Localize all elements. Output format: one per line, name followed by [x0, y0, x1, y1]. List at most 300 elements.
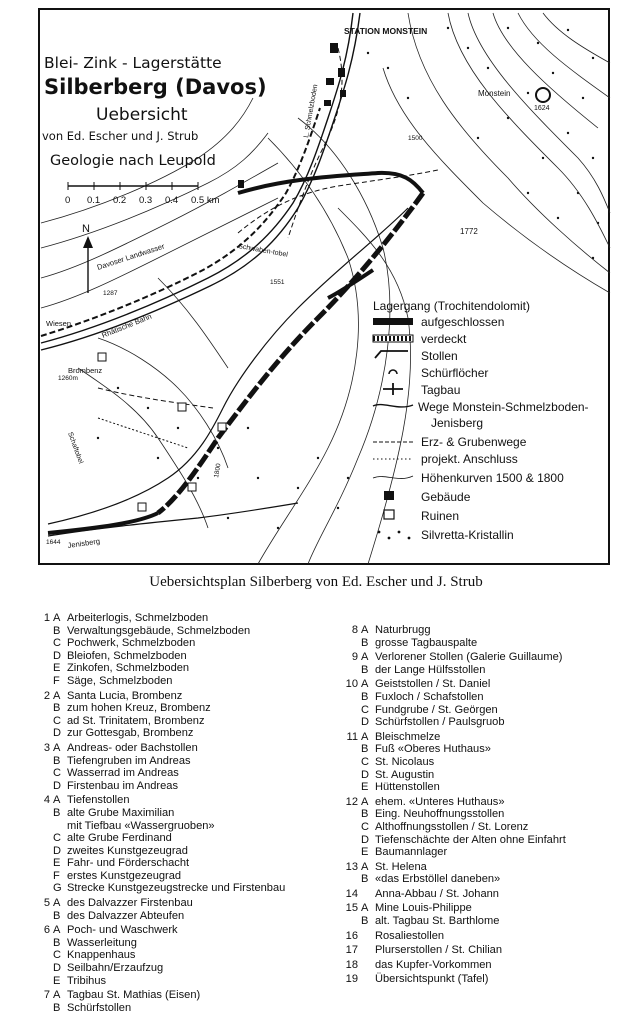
- map-title-line4: von Ed. Escher und J. Strub: [42, 129, 199, 143]
- key-entry: [34, 910, 334, 923]
- key-entry: [342, 808, 632, 821]
- key-description: des Dalvazzer Firstenbau: [67, 897, 193, 910]
- key-letter: B: [53, 1001, 61, 1014]
- label-elev-1287: 1287: [103, 290, 118, 297]
- key-entry: [34, 625, 334, 638]
- map-title-line3: Uebersicht: [96, 105, 188, 125]
- north-label: N: [82, 223, 90, 235]
- key-group-5: [34, 897, 334, 922]
- key-entry: [34, 820, 334, 833]
- key-description: Fundgrube / St. Geörgen: [375, 703, 498, 716]
- key-entry: [342, 861, 632, 874]
- key-entry: [342, 781, 632, 794]
- key-entry: [34, 807, 334, 820]
- key-letter: C: [361, 703, 370, 716]
- key-description: Firstenbau im Andreas: [67, 779, 178, 792]
- key-letter: [361, 930, 375, 943]
- key-letter: C: [53, 832, 62, 845]
- key-entry: [34, 832, 334, 845]
- building-1d: [340, 90, 346, 97]
- label-elev-1624: 1624: [534, 105, 550, 112]
- key-letter: [361, 944, 375, 957]
- key-number: 17: [345, 944, 358, 957]
- key-letter: A: [53, 897, 61, 910]
- key-description: Übersichtspunkt (Tafel): [375, 973, 489, 986]
- key-description: Säge, Schmelzboden: [67, 674, 173, 687]
- key-entry: [34, 857, 334, 870]
- key-letter: A: [361, 651, 369, 664]
- key-number: [34, 870, 53, 883]
- key-letter: B: [53, 702, 61, 715]
- key-description: St. Nicolaus: [375, 755, 435, 768]
- key-description: Andreas- oder Bachstollen: [67, 741, 198, 754]
- label-station-monstein: STATION MONSTEIN: [344, 26, 428, 36]
- key-description: Hüttenstollen: [375, 781, 440, 794]
- key-entry: [34, 767, 334, 780]
- legend-projekt: projekt. Anschluss: [421, 452, 518, 466]
- key-description: zweites Kunstgezeugrad: [67, 844, 188, 857]
- key-entry: [34, 924, 334, 937]
- key-letter: B: [361, 663, 369, 676]
- key-letter: D: [53, 844, 62, 857]
- key-letter: B: [361, 743, 369, 756]
- key-number: [34, 755, 53, 768]
- key-letter: B: [53, 909, 61, 922]
- key-description: Verlorener Stollen (Galerie Guillaume): [375, 651, 563, 664]
- legend-aufgeschlossen: aufgeschlossen: [421, 315, 505, 329]
- key-letter: B: [361, 915, 369, 928]
- key-entry: [342, 731, 632, 744]
- key-number: [34, 780, 53, 793]
- scale-tick-2: 0.2: [113, 195, 127, 206]
- key-description: Fuxloch / Schafstollen: [375, 690, 484, 703]
- key-entry: [342, 651, 632, 664]
- key-description: alte Grube Maximilian: [67, 806, 175, 819]
- label-rhaetische-bahn: Rhätische Bahn: [100, 311, 153, 340]
- legend-hoehenkurven: Höhenkurven 1500 & 1800: [421, 471, 564, 485]
- key-group-15: [342, 902, 632, 927]
- key-letter: E: [53, 662, 61, 675]
- legend-tagbau: Tagbau: [421, 383, 461, 397]
- key-entry: [34, 794, 334, 807]
- key-entry: [342, 873, 632, 886]
- building-1a: [330, 43, 338, 53]
- key-entry: [342, 888, 632, 901]
- key-number: [342, 834, 361, 847]
- key-description: Bleischmelze: [375, 730, 441, 743]
- key-entry: [342, 796, 632, 809]
- key-description: Tiefenstollen: [67, 794, 130, 807]
- key-number: [342, 873, 361, 886]
- key-number: [34, 675, 53, 688]
- key-group-4: [34, 794, 334, 895]
- key-number: [34, 975, 53, 988]
- label-wiesen: Wiesen: [46, 319, 72, 328]
- key-description: der Lange Hülfsstollen: [375, 663, 486, 676]
- key-number: 14: [345, 887, 358, 900]
- legend-heading: Lagergang (Trochitendolomit): [373, 299, 530, 313]
- key-number: [34, 625, 53, 638]
- key-letter: A: [361, 795, 369, 808]
- key-group-16: [342, 930, 632, 943]
- key-description: «das Erbstöllel daneben»: [375, 873, 501, 886]
- key-letter: B: [361, 690, 369, 703]
- key-list-left: [34, 612, 334, 1016]
- key-number: [342, 915, 361, 928]
- key-number: 7: [43, 989, 50, 1002]
- scale-tick-0: 0: [65, 195, 71, 206]
- key-number: [342, 821, 361, 834]
- key-entry: [34, 675, 334, 688]
- key-letter: A: [53, 741, 61, 754]
- key-description: zum hohen Kreuz, Brombenz: [67, 702, 211, 715]
- key-letter: A: [53, 689, 61, 702]
- key-number: 16: [345, 929, 358, 942]
- viewpoint-monstein-marker: [536, 88, 550, 102]
- key-number: 12: [345, 795, 358, 808]
- key-description: grosse Tagbauspalte: [375, 636, 478, 649]
- label-schwabentobel: Schwaben-tobel: [237, 243, 289, 259]
- key-number: [342, 664, 361, 677]
- key-description: Rosaliestollen: [375, 929, 445, 942]
- key-letter: A: [361, 678, 369, 691]
- key-description: das Kupfer-Vorkommen: [375, 958, 492, 971]
- key-number: [34, 937, 53, 950]
- key-letter: C: [53, 949, 62, 962]
- key-group-13: [342, 861, 632, 886]
- key-number: 10: [345, 678, 358, 691]
- key-entry: [342, 678, 632, 691]
- key-number: [34, 650, 53, 663]
- key-entry: [342, 769, 632, 782]
- key-letter: D: [361, 716, 370, 729]
- key-letter: G: [53, 882, 62, 895]
- key-letter: C: [361, 755, 370, 768]
- key-number: [34, 910, 53, 923]
- key-group-10: [342, 678, 632, 728]
- label-jenisberg: Jenisberg: [67, 536, 101, 550]
- key-letter: E: [361, 846, 369, 859]
- scale-tick-3: 0.3: [139, 195, 153, 206]
- key-description: alte Grube Ferdinand: [67, 832, 172, 845]
- key-number: [34, 857, 53, 870]
- key-number: 9: [351, 651, 358, 664]
- key-description: Wasserrad im Andreas: [67, 767, 179, 780]
- key-description: Verwaltungsgebäude, Schmelzboden: [67, 624, 251, 637]
- key-description: ad St. Trinitatem, Brombenz: [67, 714, 205, 727]
- key-letter: A: [53, 989, 61, 1002]
- key-group-2: [34, 690, 334, 740]
- key-description: Seilbahn/Erzaufzug: [67, 962, 164, 975]
- key-entry: [34, 845, 334, 858]
- map-title-line5: Geologie nach Leupold: [50, 153, 216, 169]
- key-number: 1: [43, 612, 50, 624]
- key-entry: [34, 702, 334, 715]
- key-letter: B: [361, 873, 369, 886]
- key-description: Plurserstollen / St. Chilian: [375, 944, 503, 957]
- key-description: Tiefenschächte der Alten ohne Einfahrt: [375, 833, 566, 846]
- key-letter: D: [53, 779, 62, 792]
- map-title-line2: Silberberg (Davos): [44, 75, 267, 99]
- legend-verdeckt: verdeckt: [421, 332, 467, 346]
- key-number: 4: [43, 794, 50, 807]
- key-number: 18: [345, 958, 358, 971]
- key-number: [342, 808, 361, 821]
- key-description: Poch- und Waschwerk: [67, 924, 178, 937]
- key-number: 3: [43, 741, 50, 754]
- key-letter: A: [53, 612, 61, 624]
- key-letter: F: [53, 869, 60, 882]
- key-number: 11: [346, 730, 358, 743]
- label-elev-1772: 1772: [460, 227, 478, 236]
- key-number: [34, 1002, 53, 1015]
- key-entry: [34, 637, 334, 650]
- key-entry: [34, 715, 334, 728]
- key-description: Bleiofen, Schmelzboden: [67, 649, 187, 662]
- key-group-8: [342, 624, 632, 649]
- key-letter: B: [53, 754, 61, 767]
- key-entry: [342, 691, 632, 704]
- key-description: Wasserleitung: [67, 936, 137, 949]
- legend-stollen: Stollen: [421, 349, 458, 363]
- key-number: [34, 767, 53, 780]
- key-letter: D: [361, 768, 370, 781]
- scale-tick-1: 0.1: [87, 195, 101, 206]
- key-group-18: [342, 959, 632, 972]
- key-entry: [342, 959, 632, 972]
- label-elev-1551: 1551: [270, 279, 285, 286]
- label-elev-1644: 1644: [46, 539, 61, 546]
- key-entry: [342, 834, 632, 847]
- key-letter: F: [53, 674, 60, 687]
- key-letter: B: [361, 808, 369, 821]
- legend-wege-cont: Jenisberg: [431, 416, 484, 430]
- key-description: Arbeiterlogis, Schmelzboden: [67, 612, 209, 624]
- key-number: [342, 637, 361, 650]
- key-number: [34, 702, 53, 715]
- key-letter: B: [53, 806, 61, 819]
- key-number: [34, 832, 53, 845]
- key-number: [34, 845, 53, 858]
- key-letter: C: [361, 820, 370, 833]
- key-letter: E: [361, 781, 369, 794]
- key-letter: B: [53, 936, 61, 949]
- key-description: Santa Lucia, Brombenz: [67, 689, 183, 702]
- key-number: 19: [345, 973, 358, 986]
- key-entry: [34, 755, 334, 768]
- key-entry: [342, 821, 632, 834]
- key-letter: A: [361, 624, 369, 636]
- label-elev-1260: 1260m: [58, 375, 78, 382]
- key-group-1: [34, 612, 334, 688]
- key-number: [342, 716, 361, 729]
- key-description: Pochwerk, Schmelzboden: [67, 637, 196, 650]
- key-entry: [34, 662, 334, 675]
- key-entry: [34, 650, 334, 663]
- key-letter: C: [53, 767, 62, 780]
- scale-tick-5: 0.5 km: [191, 195, 220, 206]
- key-letter: D: [53, 962, 62, 975]
- key-group-11: [342, 731, 632, 794]
- key-number: 6: [43, 924, 50, 937]
- key-number: [34, 662, 53, 675]
- key-description: St. Helena: [375, 860, 427, 873]
- legend-swatch-gebaeude: [384, 491, 394, 500]
- key-description: erstes Kunstgezeugrad: [67, 869, 182, 882]
- key-number: [342, 769, 361, 782]
- key-number: 5: [43, 897, 50, 910]
- key-number: [34, 962, 53, 975]
- key-entry: [34, 727, 334, 740]
- key-description: Geiststollen / St. Daniel: [375, 678, 491, 691]
- key-description: Tagbau St. Mathias (Eisen): [67, 989, 201, 1002]
- building-1b: [338, 68, 345, 77]
- key-letter: A: [361, 860, 369, 873]
- key-number: [342, 704, 361, 717]
- label-contour-1500: 1500: [408, 135, 423, 142]
- label-schaftobel: Schaftobel: [66, 431, 85, 465]
- legend-swatch-aufgeschlossen: [373, 318, 413, 325]
- label-schmelzboden: L. Schmelzboden: [303, 83, 320, 139]
- key-number: 2: [43, 689, 50, 702]
- key-description: mit Tiefbau «Wassergruoben»: [67, 819, 215, 832]
- legend-schuerfloecher: Schürflöcher: [421, 366, 489, 380]
- label-monstein: Monstein: [478, 89, 511, 98]
- key-description: Baumannlager: [375, 846, 448, 859]
- key-letter: D: [53, 649, 62, 662]
- key-number: [34, 949, 53, 962]
- key-description: zur Gottesgab, Brombenz: [67, 727, 194, 740]
- key-letter: [361, 888, 375, 901]
- key-letter: A: [53, 924, 61, 937]
- key-description: St. Augustin: [375, 768, 435, 781]
- key-number: [34, 882, 53, 895]
- legend-gebaeude: Gebäude: [421, 490, 471, 504]
- key-description: Tiefengruben im Andreas: [67, 754, 191, 767]
- key-entry: [34, 897, 334, 910]
- key-group-12: [342, 796, 632, 859]
- label-brombenz: Brombenz: [68, 366, 103, 375]
- key-entry: [34, 937, 334, 950]
- key-group-17: [342, 944, 632, 957]
- key-letter: E: [53, 974, 61, 987]
- key-letter: [361, 959, 375, 972]
- key-entry: [34, 870, 334, 883]
- key-list-right: [342, 624, 632, 988]
- key-number: [342, 743, 361, 756]
- legend-swatch-ruinen: [384, 510, 394, 519]
- key-letter: A: [361, 730, 369, 743]
- key-description: Fuß «Oberes Huthaus»: [375, 743, 491, 756]
- legend-silvretta: Silvretta-Kristallin: [421, 528, 514, 542]
- key-entry: [342, 930, 632, 943]
- key-group-7: [34, 989, 334, 1014]
- key-entry: [34, 882, 334, 895]
- key-group-19: [342, 973, 632, 986]
- building-1c: [326, 78, 334, 85]
- map-caption: Uebersichtsplan Silberberg von Ed. Escher und J. Strub: [149, 574, 483, 590]
- key-group-3: [34, 742, 334, 792]
- key-group-14: [342, 888, 632, 901]
- key-letter: A: [53, 794, 61, 807]
- key-entry: [342, 915, 632, 928]
- key-description: Knappenhaus: [67, 949, 136, 962]
- key-entry: [342, 743, 632, 756]
- key-number: [34, 637, 53, 650]
- building-1e: [324, 100, 331, 106]
- key-description: Fahr- und Förderschacht: [67, 857, 190, 870]
- scale-tick-4: 0.4: [165, 195, 179, 206]
- key-number: [34, 820, 53, 833]
- key-letter: B: [53, 624, 61, 637]
- key-number: 15: [345, 902, 358, 915]
- building-18: [238, 180, 244, 188]
- key-description: Tribihus: [67, 974, 107, 987]
- key-number: 13: [345, 860, 358, 873]
- key-entry: [34, 1002, 334, 1015]
- key-number: [34, 715, 53, 728]
- key-number: [342, 781, 361, 794]
- key-entry: [34, 949, 334, 962]
- key-entry: [34, 742, 334, 755]
- silberberg-map: [38, 8, 612, 566]
- key-entry: [342, 902, 632, 915]
- key-group-9: [342, 651, 632, 676]
- key-description: ehem. «Unteres Huthaus»: [375, 795, 505, 808]
- key-number: [34, 727, 53, 740]
- key-description: Althoffnungsstollen / St. Lorenz: [375, 820, 529, 833]
- key-letter: B: [361, 636, 369, 649]
- legend-ruinen: Ruinen: [421, 509, 460, 523]
- key-entry: [34, 612, 334, 625]
- key-entry: [342, 716, 632, 729]
- key-entry: [34, 690, 334, 703]
- key-letter: D: [361, 833, 370, 846]
- key-description: Mine Louis-Philippe: [375, 902, 472, 915]
- key-number: [342, 756, 361, 769]
- key-description: Schürfstollen: [67, 1001, 132, 1014]
- key-entry: [342, 637, 632, 650]
- map-title-line1: Blei- Zink - Lagerstätte: [44, 54, 222, 72]
- key-letter: D: [53, 727, 62, 740]
- label-davoser-landwasser: Davoser Landwasser: [95, 241, 166, 272]
- key-description: Eing. Neuhoffnungsstollen: [375, 808, 505, 821]
- key-letter: [361, 973, 375, 986]
- key-entry: [34, 780, 334, 793]
- key-description: Anna-Abbau / St. Johann: [375, 887, 499, 900]
- key-letter: [53, 820, 67, 833]
- key-description: Strecke Kunstgezeugstrecke und Firstenbau: [67, 882, 286, 895]
- key-letter: A: [361, 902, 369, 915]
- key-entry: [342, 704, 632, 717]
- key-letter: E: [53, 857, 61, 870]
- key-letter: C: [53, 637, 62, 650]
- key-number: 8: [351, 624, 358, 636]
- label-contour-1800: 1800: [213, 462, 223, 479]
- key-description: Zinkofen, Schmelzboden: [67, 662, 190, 675]
- key-description: alt. Tagbau St. Barthlome: [375, 915, 500, 928]
- key-letter: C: [53, 714, 62, 727]
- key-entry: [342, 944, 632, 957]
- key-description: des Dalvazzer Abteufen: [67, 909, 185, 922]
- key-group-6: [34, 924, 334, 987]
- key-description: Naturbrugg: [375, 624, 431, 636]
- key-number: [342, 691, 361, 704]
- key-description: Schürfstollen / Paulsgruob: [375, 716, 505, 729]
- key-entry: [342, 756, 632, 769]
- key-number: [34, 807, 53, 820]
- legend-erzwege: Erz- & Grubenwege: [421, 435, 527, 449]
